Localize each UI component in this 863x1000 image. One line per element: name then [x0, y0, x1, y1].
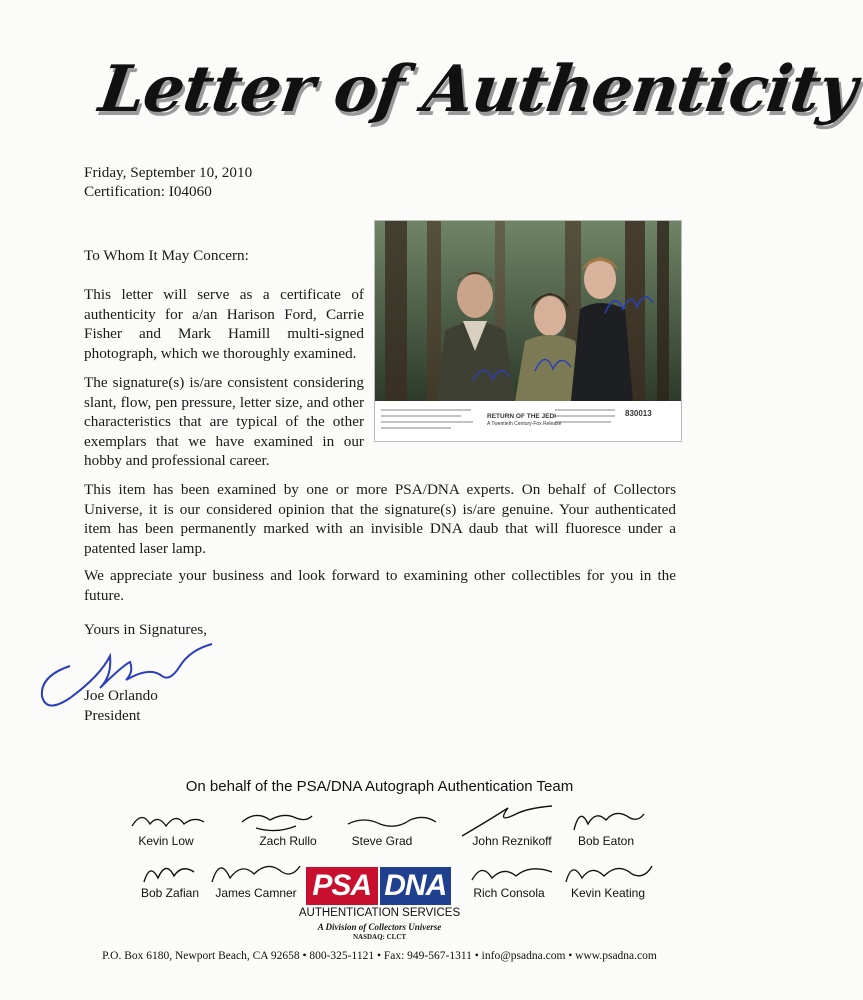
- psa-dna-logo: [306, 867, 451, 905]
- member-james-camner: James Camner: [215, 886, 297, 900]
- division-text: A Division of Collectors Universe: [317, 922, 442, 932]
- certification-number: Certification: I04060: [84, 183, 212, 200]
- signer-title: President: [84, 707, 141, 724]
- letter-date: Friday, September 10, 2010: [84, 164, 253, 181]
- logo-dna: DNA: [380, 867, 452, 905]
- signature-kevin-low: [128, 806, 208, 836]
- member-kevin-keating: Kevin Keating: [570, 886, 646, 900]
- signature-steve-grad: [344, 806, 440, 836]
- footer-contact: P.O. Box 6180, Newport Beach, CA 92658 • 800-325-1121 • Fax: 949-567-1311 • info@psadna.com • www.psadna.com: [102, 950, 657, 962]
- signature-bob-zafian: [138, 856, 198, 888]
- member-steve-grad: Steve Grad: [351, 834, 413, 848]
- signed-photograph: [374, 220, 682, 442]
- member-bob-zafian: Bob Zafian: [140, 886, 200, 900]
- salutation: To Whom It May Concern:: [84, 247, 249, 264]
- signature-james-camner: [206, 852, 302, 888]
- nasdaq-text: NASDAQ: CLCT: [352, 933, 407, 941]
- member-kevin-low: Kevin Low: [138, 834, 194, 848]
- signature-bob-eaton: [566, 800, 646, 836]
- logo-psa: PSA: [306, 867, 378, 905]
- photo-image: [375, 221, 681, 401]
- signature-rich-consola: [466, 856, 556, 888]
- signature-zach-rullo: [236, 806, 316, 836]
- team-heading: On behalf of the PSA/DNA Autograph Authentication Team: [185, 778, 574, 795]
- photo-caption: [375, 401, 681, 441]
- signer-name: Joe Orlando: [84, 687, 158, 704]
- member-john-reznikoff: John Reznikoff: [472, 834, 552, 848]
- caption-subtitle: A Twentieth Century-Fox Release: [487, 421, 562, 427]
- member-bob-eaton: Bob Eaton: [577, 834, 635, 848]
- signature-john-reznikoff: [456, 802, 556, 838]
- member-rich-consola: Rich Consola: [473, 886, 545, 900]
- caption-number: 830013: [625, 409, 652, 418]
- authentication-services: AUTHENTICATION SERVICES: [298, 907, 461, 919]
- paragraph-appreciation: We appreciate your business and look forward to examining other collectibles for you in the future.: [84, 567, 676, 604]
- paragraph-consistency: The signature(s) is/are consistent considering slant, flow, pen pressure, letter size, and other characteristics that are typical of the other exemplars that we have examined in our hobby and professional career.: [84, 374, 364, 469]
- signature-kevin-keating: [560, 854, 656, 888]
- paragraph-examination: This item has been examined by one or more PSA/DNA experts. On behalf of Collectors Universe, it is our considered opinion that the signature(s) is/are genuine. Your authenticated item has been permanently marked with an invisible DNA daub that will fluoresce under a patented laser lamp.: [84, 481, 676, 557]
- member-zach-rullo: Zach Rullo: [259, 834, 317, 848]
- letter-title: Letter of Authenticity: [94, 52, 861, 127]
- closing: Yours in Signatures,: [84, 621, 207, 638]
- paragraph-certificate: This letter will serve as a certificate of authenticity for a/an Harison Ford, Carrie Fisher and Mark Hamill multi-signed photograph, which we thoroughly examined.: [84, 286, 364, 362]
- caption-title: RETURN OF THE JEDI: [487, 413, 556, 420]
